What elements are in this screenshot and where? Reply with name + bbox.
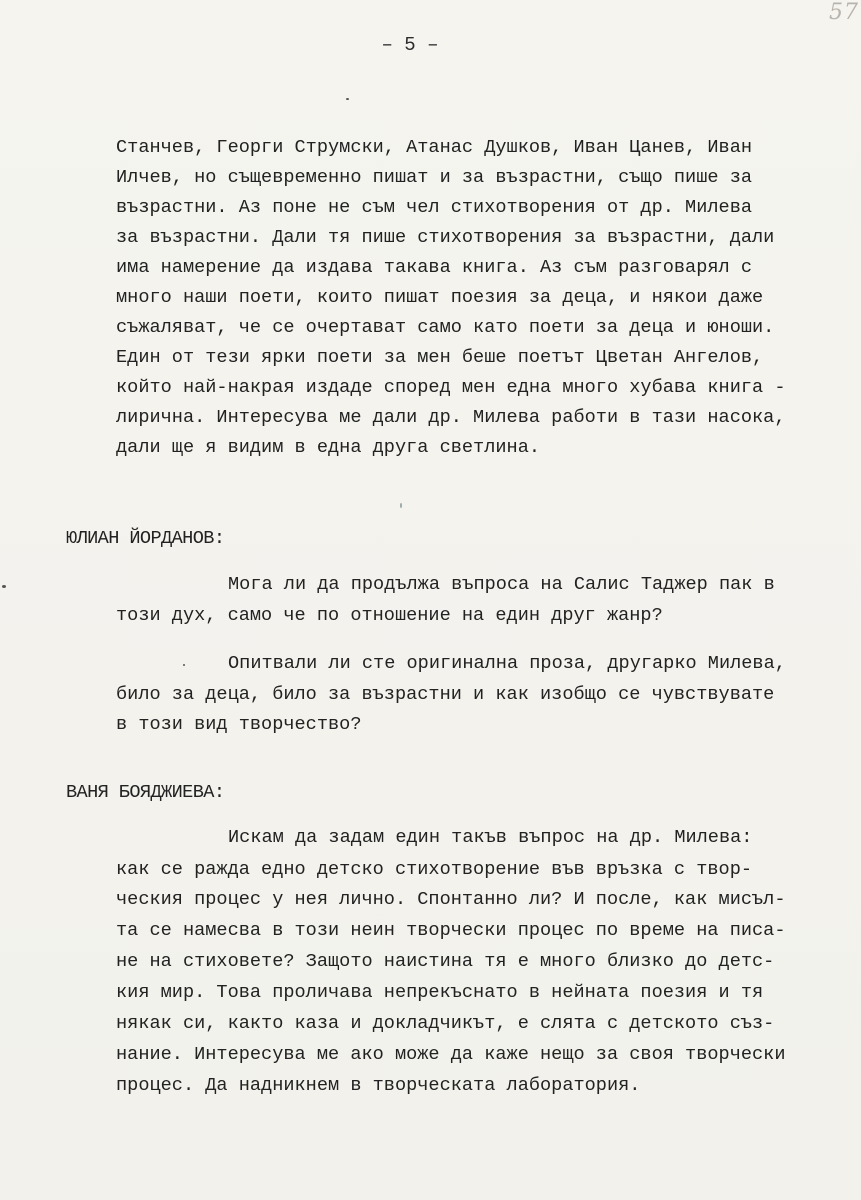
archive-folio-number: 57 (829, 0, 859, 25)
page-number: – 5 – (381, 34, 439, 56)
text-line: в този вид творчество? (116, 714, 362, 735)
text-line: Един от тези ярки поети за мен беше поетът Цветан Ангелов, (116, 347, 764, 368)
text-line: как се ражда едно детско стихотворение във връзка с твор- (116, 859, 753, 880)
text-line: та се намесва в този неин творчески процес по време на писа- (116, 920, 786, 941)
speaker-heading: ЮЛИАН ЙОРДАНОВ: (66, 528, 225, 549)
text-line: Илчев, но същевременно пишат и за възрастни, също пише за (116, 167, 753, 188)
scan-speck (346, 98, 349, 100)
scan-speck (2, 585, 6, 588)
text-line: Мога ли да продължа въпроса на Салис Таджер пак в (228, 574, 775, 595)
text-line: Искам да задам един такъв въпрос на др. Милева: (228, 827, 753, 848)
text-line: някак си, както каза и докладчикът, е слята с детското съз- (116, 1013, 775, 1034)
text-line: Станчев, Георги Струмски, Атанас Душков, Иван Цанев, Иван (116, 137, 753, 158)
text-line: Опитвали ли сте оригинална проза, другарко Милева, (228, 653, 786, 674)
text-line: много наши поети, които пишат поезия за деца, и някои даже (116, 287, 764, 308)
text-line: който най-накрая издаде според мен една много хубава книга - (116, 377, 786, 398)
text-line: дали ще я видим в една друга светлина. (116, 437, 541, 458)
text-line: процес. Да надникнем в творческата лаборатория. (116, 1075, 641, 1096)
text-line: съжаляват, че се очертават само като поети за деца и юноши. (116, 317, 775, 338)
text-line: за възрастни. Дали тя пише стихотворения за възрастни, дали (116, 227, 775, 248)
text-line: кия мир. Това проличава непрекъснато в нейната поезия и тя (116, 982, 764, 1003)
text-line: лирична. Интересува ме дали др. Милева работи в тази насока, (116, 407, 786, 428)
scan-speck (400, 503, 402, 508)
text-line: възрастни. Аз поне не съм чел стихотворения от др. Милева (116, 197, 753, 218)
text-line: има намерение да издава такава книга. Аз съм разговарял с (116, 257, 753, 278)
text-line: нание. Интересува ме ако може да каже нещо за своя творчески (116, 1044, 786, 1065)
text-line: било за деца, било за възрастни и как изобщо се чувствувате (116, 684, 775, 705)
speaker-heading: ВАНЯ БОЯДЖИЕВА: (66, 782, 225, 803)
scan-speck (183, 664, 185, 666)
text-line: този дух, само че по отношение на един друг жанр? (116, 605, 663, 626)
text-line: не на стиховете? Защото наистина тя е много близко до детс- (116, 951, 775, 972)
text-line: ческия процес у нея лично. Спонтанно ли? И после, как мисъл- (116, 889, 786, 910)
